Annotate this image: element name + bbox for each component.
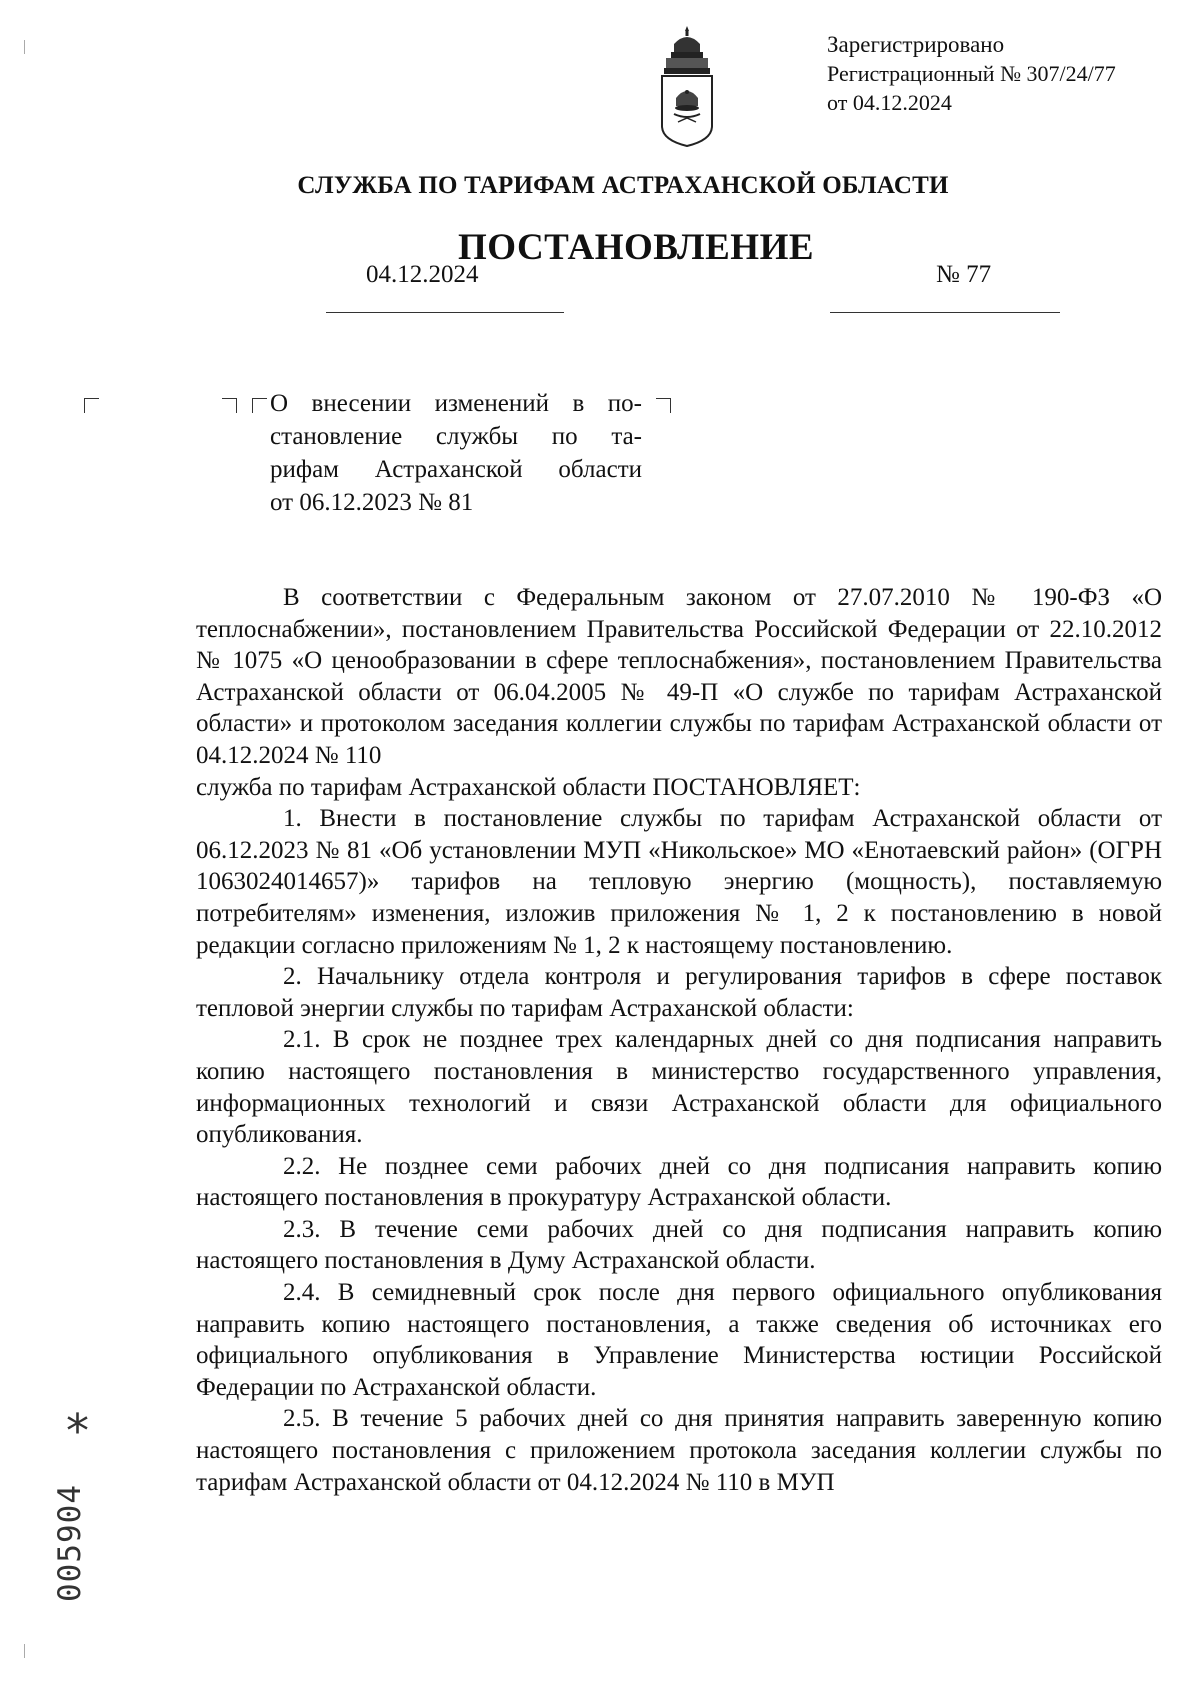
item-2-1-paragraph: 2.1. В срок не позднее трех календарных дней со дня подписания направить копию настоящего постановления в министерство государственного управления, информационных технологий и связи Астраханской области для официального опубликования. xyxy=(196,1026,1162,1149)
item-2-4-paragraph: 2.4. В семидневный срок после дня первого официального опубликования направить копию настоящего постановления, а также сведения об источниках его официального опубликования в Управление Министерства юстиции Российской Федерации по Астраханской области. xyxy=(196,1279,1162,1401)
item-1-paragraph: 1. Внести в постановление службы по тарифам Астраханской области от 06.12.2023 № 81 «Об установлении МУП «Никольское» МО «Енотаевский район» (ОГРН 1063024014657)» тарифов на тепловую энергию (мощность), поставляемую потребителям» изменения, изложив приложения № 1, 2 к постановлению в новой редакции согласно приложениям № 1, 2 к настоящему постановлению. xyxy=(196,805,1162,959)
corner-mark-inner-left xyxy=(252,398,267,413)
document-date: 04.12.2024 xyxy=(366,261,479,288)
corner-mark-right xyxy=(656,398,671,413)
margin-tick-top xyxy=(24,40,25,54)
registration-number: Регистрационный № 307/24/77 xyxy=(827,61,1116,86)
margin-document-code: 005904 xyxy=(52,1484,88,1602)
item-2-3-paragraph: 2.3. В течение семи рабочих дней со дня подписания направить копию настоящего постановления в Думу Астраханской области. xyxy=(196,1215,1162,1275)
organization-name: СЛУЖБА ПО ТАРИФАМ АСТРАХАНСКОЙ ОБЛАСТИ xyxy=(297,172,949,199)
subject-line: О внесении изменений в по- xyxy=(270,390,642,417)
preamble-paragraph: В соответствии с Федеральным законом от 27.07.2010 № 190-ФЗ «О теплоснабжении», постановлением Правительства Российской Федерации от 22.10.2012 № 1075 «О ценообразовании в сфере теплоснабжения», постановлением Правительства Астраханской области от 06.04.2005 № 49-П «О службе по тарифам Астраханской области» и протоколом заседания коллегии службы по тарифам Астраханской области от 04.12.2024 № 110 xyxy=(196,584,1162,769)
resolves-line: служба по тарифам Астраханской области ПОСТАНОВЛЯЕТ: xyxy=(196,773,861,801)
number-underline xyxy=(830,312,1060,313)
document-subject xyxy=(270,387,642,519)
item-2-5-paragraph: 2.5. В течение 5 рабочих дней со дня принятия направить заверенную копию настоящего постановления с приложением протокола заседания коллегии службы по тарифам Астраханской области от 04.12.2024 № 110 в МУП xyxy=(196,1405,1162,1496)
subject-line: становление службы по та- xyxy=(270,423,642,450)
item-2-paragraph: 2. Начальнику отдела контроля и регулирования тарифов в сфере поставок тепловой энергии службы по тарифам Астраханской области: xyxy=(196,963,1162,1022)
margin-asterisk: * xyxy=(66,1404,89,1458)
registration-label: Зарегистрировано xyxy=(827,32,1005,57)
margin-tick-bottom xyxy=(24,1644,25,1658)
subject-line: рифам Астраханской области xyxy=(270,456,642,483)
corner-mark-left xyxy=(84,398,99,413)
item-2-2-paragraph: 2.2. Не позднее семи рабочих дней со дня подписания направить копию настоящего постановления в прокуратуру Астраханской области. xyxy=(196,1152,1162,1212)
document-body xyxy=(196,582,1162,1498)
registration-date: от 04.12.2024 xyxy=(827,90,952,115)
date-underline xyxy=(326,312,564,313)
corner-mark-inner-right xyxy=(222,398,237,413)
coat-of-arms-emblem xyxy=(656,22,718,148)
subject-line: от 06.12.2023 № 81 xyxy=(270,489,474,516)
document-type-title: ПОСТАНОВЛЕНИЕ xyxy=(457,227,815,268)
document-number: № 77 xyxy=(936,261,992,288)
registration-stamp xyxy=(827,30,1116,117)
